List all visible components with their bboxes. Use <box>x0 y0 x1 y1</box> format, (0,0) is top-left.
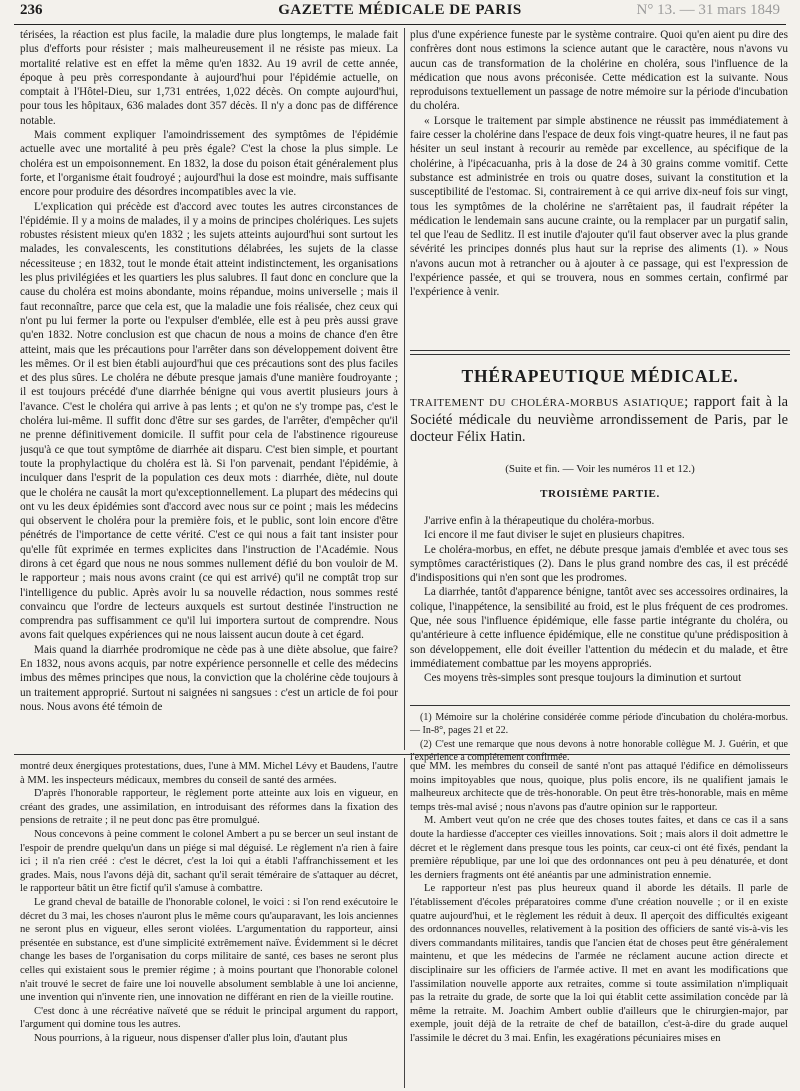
therapeutique-body <box>410 514 788 700</box>
paragraph: M. Ambert veut qu'on ne crée que des choses toutes faites, et dans ce cas il a sans doute la hardiesse d'accepter ces vieilles innovations. Soit ; mais alors il doit admettre le décret et le règlement dans presque tous les points, car ceux-ci ont été fixés, pendant la première république, par une loi que des ordonnances ont peu à peu dénaturée, et dont les derniers fragments ont été anéantis par une administration ennemie. <box>410 815 788 881</box>
journal-title: GAZETTE MÉDICALE DE PARIS <box>278 2 522 18</box>
header-rule <box>14 24 786 25</box>
footnotes <box>410 712 788 766</box>
footnote-rule <box>410 705 790 706</box>
part-heading: TROISIÈME PARTIE. <box>540 488 660 500</box>
paragraph: Mais comment expliquer l'amoindrissement des symptômes de l'épidémie actuelle avec une mortalité à peu près égale? C'est la chose la plus simple. Le choléra est un empoisonnement. En 1832, la dose du poison était généralement plus forte, et l'organisme était foudroyé ; aujourd'hui la dose est moindre, mais suffisante encore pour produire des désordres incompatibles avec la vie. <box>20 129 398 199</box>
article-lead: TRAITEMENT DU CHOLÉRA-MORBUS ASIATIQUE <box>410 397 685 409</box>
section-rule <box>410 354 790 355</box>
left-column-bottom <box>20 760 398 1085</box>
paragraph: Le choléra-morbus, en effet, ne débute presque jamais d'emblée et avec tous ses symptômes caractéristiques (2). Dans le plus grand nombre des cas, il est précédé d'indispositions qui n'en sont que les prodromes. <box>410 543 788 585</box>
article-title <box>410 394 788 445</box>
page-number: 236 <box>20 2 43 18</box>
right-column-top <box>410 28 788 346</box>
footnote: (1) Mémoire sur la cholérine considérée comme période d'incubation du choléra-morbus. — In-8°, pages 21 et 22. <box>410 712 788 736</box>
paragraph: J'arrive enfin à la thérapeutique du choléra-morbus. <box>424 515 655 527</box>
paragraph: « Lorsque le traitement par simple abstinence ne réussit pas immédiatement à faire cesser la cholérine dans l'espace de deux fois vingt-quatre heures, il ne faut pas hésiter un seul instant à recourir au remède par excellence, au spécifique de la cholérine, à l'ipécacuanha, pris à la dose de 24 à 30 grains comme vomitif. Cette substance est administrée en trois ou quatre doses, suivant la constitution et la susceptibilité de l'estomac. Si, contrairement à ce qui arrive dix-neuf fois sur vingt, tous les symptômes de la cholérine ne s'arrêtaient pas, il faudrait répéter la médication le lendemain sans aucune crainte, ou la remplacer par un purgatif salin, tel que l'eau de Sedlitz. Il est inutile d'ajouter qu'il faut observer avec la plus grande sévérité les principes donnés plus haut sur la reprise des aliments (1). » Nous n'avons aucun mot à retrancher ou à ajouter à ce passage, qui est l'expression de l'expérience passée, et qui se trouvera, nous en sommes certain, confirmé par l'expérience à venir. <box>410 114 788 299</box>
paragraph: Ces moyens très-simples sont presque toujours la diminution et surtout <box>424 672 742 685</box>
column-divider <box>404 28 405 750</box>
continuation-note: (Suite et fin. — Voir les numéros 11 et 12.) <box>505 463 695 475</box>
paragraph: que MM. les membres du conseil de santé n'ont pas attaqué l'édifice en démolisseurs moins impitoyables que nous, quoique, plus polis encore, ils ne qualifient jamais le malheureux architecte que de très-honorable. On peut être très-honorable, mais en même temps très-mal avisé ; nous n'avons pas d'autre opinion sur le rapporteur. <box>410 761 788 813</box>
paragraph: térisées, la réaction est plus facile, la maladie dure plus longtemps, le malade fait plus d'efforts pour résister ; mais malheureusement il ne résiste pas mieux. La mortalité relative est en effet la même qu'en 1832. Au 19 avril de cette année, époque à peu près correspondante à aujourd'hui pour l'épidémie actuelle, on comptait à l'Hôtel-Dieu, sur 1,731 entrées, 1,022 décès. On compte aujourd'hui, pour tous les hôpitaux, 636 malades dont 357 décès. Il n'y a donc pas de différence notable. <box>20 29 398 127</box>
section-title: THÉRAPEUTIQUE MÉDICALE. <box>461 366 739 386</box>
paragraph: Mais quand la diarrhée prodromique ne cède pas à une diète absolue, que faire? En 1832, nous avons acquis, par notre expérience personnelle et celle des médecins imbus des mêmes principes que nous, la conviction que la cholérine cède toujours à un traitement approprié. Surtout ni saignées ni sangsues : c'est un article de foi pour nous. Nous avons été témoin de <box>20 643 398 713</box>
paragraph: D'après l'honorable rapporteur, le règlement porte atteinte aux lois en vigueur, en créant des grades, une assimilation, en introduisant des réformes dans la fixation des pensions de retraite ; il ne peut donc pas être promulgué. <box>20 788 398 827</box>
paragraph: Nous pourrions, à la rigueur, nous dispenser d'aller plus loin, d'autant plus <box>34 1032 348 1044</box>
paragraph: Ici encore il me faut diviser le sujet en plusieurs chapitres. <box>424 529 685 542</box>
section-rule <box>410 350 790 351</box>
paragraph: Le rapporteur n'est pas plus heureux quand il aborde les détails. Il parle de l'établissement d'écoles préparatoires comme d'une création nouvelle ; or il en existe quatre aujourd'hui, et le règlement les réduit à deux. Il aperçoit des difficultés exigeant des ordonnances nouvelles, relativement à la position des officiers de santé vis-à-vis les divers commandants militaires, tandis que l'ancien état de choses peut être généralement maintenu, et que les médecins de l'armée ne réclament aucune action directe et disciplinaire sur les officiers de l'armée active. Il met en avant les modifications que l'assimilation nouvelle apporte aux retraites, comme si toute assimilation n'impliquait pas la retraite du grade, de sorte que la loi qui établit cette assimilation concède par là même la retraite. M. Joachim Ambert oublie d'ailleurs que le chirurgien-major, par exemple, jouit déjà de la retraite de chef de bataillon, c'est-à-dire du grade auquel l'assimile le décret du 3 mai. Enfin, les exagérations pécuniaires mises en <box>410 883 788 1044</box>
issue-reference: N° 13. — 31 mars 1849 <box>636 2 780 18</box>
paragraph: Nous concevons à peine comment le colonel Ambert a pu se bercer un seul instant de l'espoir de prendre quelqu'un dans un piége si mal déguisé. Le règlement n'a rien à faire ici ; il n'a rien créé : c'est le décret, c'est la loi qui a établi l'affranchissement et les grades. Mais, nous l'avons déjà dit, sachant qu'il serait téméraire de s'attaquer au décret, le rapporteur bâtit un être fictif qu'il s'amuse à combattre. <box>20 828 398 895</box>
article-title-text: ; rapport fait à la Société médicale du neuvième arrondissement de Paris, par le docteur <box>410 394 788 445</box>
page-header <box>14 0 786 24</box>
paragraph: Le grand cheval de bataille de l'honorable colonel, le voici : si l'on rend exécutoire le décret du 3 mai, les choses n'auront plus le même cours qu'auparavant, les lois anciennes ne seront plus en vigueur, elles seront violées. L'argumentation du rapporteur, ainsi présentée en substance, est d'une simplicité extrêmement naïve. Évidemment si le décret change les bases de l'organisation du corps militaire de santé, ces bases ne seront plus celles qui existaient sous le premier régime ; à moins pourtant que l'honorable colonel n'ait trouvé le secret de faire une loi nouvelle absolument semblable à une loi ancienne, une invention qui n'invente rien, une innovation ne différant en rien de la vieille routine. <box>20 896 398 1004</box>
column-divider <box>404 758 405 1088</box>
paragraph: montré deux énergiques protestations, dues, l'une à MM. Michel Lévy et Baudens, l'autre à MM. les inspecteurs médicaux, membres du conseil de santé des armées. <box>20 761 398 786</box>
left-column-top <box>20 28 398 748</box>
page-divider-rule <box>14 754 790 755</box>
paragraph: L'explication qui précède est d'accord avec toutes les autres circonstances de l'épidémie. Il y a moins de malades, il y a moins de principes cholériques. Les sujets robustes résistent mieux qu'en 1832 ; les sujets atteints aujourd'hui sont surtout les malades, les convalescents, les constitutions délabrées, les sujets de la classe nécessiteuse ; en 1832, tout le monde était atteint indistinctement, les organisations les plus privilégiées et les quartiers les plus salubres. Il faut donc en conclure que la cause du choléra est moins abondante, moins répandue, moins universelle ; mais il faut reconnaître, parce que cela est, que la maladie une fois réalisée, chez ceux qui n'ont pu lui fermer la porte ou l'expulser d'emblée, elle est à peu près aussi grave qu'en 1832. Notre conclusion est que chacun de nous a moins de chance d'en être atteint, mais que les précautions pour l'arrêter dans son développement doivent être les mêmes. Or il est bien établi aujourd'hui que ces précautions sont des plus faciles et des plus sûres. Le choléra ne débute presque jamais d'une manière foudroyante ; il est toujours précédé d'une diarrhée bénigne qui vous avertit plusieurs jours à l'avance. C'est le choléra qui arrive à pas lents ; et qu'on ne s'y trompe pas, c'est le choléra lui-même. Il suffit donc d'être sur ses gardes, de l'arrêter, d'empêcher qu'il ne prenne définitivement domicile. Il suffit pour cela de l'abstinence rigoureuse jusqu'à ce que tout symptôme de diarrhée ait disparu. C'est bien simple, et pourtant toute la prophylactique du choléra est là. Si l'on parvenait, pendant l'épidémie, à inculquer dans l'esprit de la population ces deux mots : diarrhée, diète, nul doute que le choléra ne causât la mort qu'exceptionnellement. La plupart des médecins qui ont vu les deux épidémies sont d'accord avec nous sur ce point ; mais les médecins qui observent le choléra pour la première fois, et le public, sont loin encore d'être pénétrés de l'importance de cette vérité. C'est ce qui nous a fait tant insister pour qu'elle fût exprimée en termes explicites dans l'instruction de l'Académie. Nous dirons à cet égard que nous ne nous sommes nullement défié du bon vouloir de M. le rapporteur ; mais nous avons craint (ce qui est arrivé) qu'il ne comptât trop sur l'intelligence du public. Après avoir lu sa nouvelle rédaction, nous sommes resté convaincu que l'ordre de lecteurs auxquels est surtout destinée l'instruction ne comprendra pas suffisamment ce qu'il lui importera surtout de comprendre. Nous avons fait quelques expériences qui ne nous laissent aucun doute à cet égard. <box>20 200 398 642</box>
article-author: Félix Hatin. <box>456 428 526 445</box>
paragraph: La diarrhée, tantôt d'apparence bénigne, tantôt avec ses accessoires ordinaires, la colique, l'inappétence, la sensibilité au froid, est le plus fréquent de ces prodromes. Que, née sous l'influence épidémique, elle fasse partie intégrante du choléra, ou qu'antérieure à cette influence épidémique, elle ne constitue qu'une prédisposition à son développement, elle doit éveiller l'attention du médecin et du malade, et être immédiatement combattue par les moyens appropriés. <box>410 586 788 670</box>
right-column-bottom <box>410 760 788 1085</box>
paragraph: C'est donc à une récréative naïveté que se réduit le principal argument du rapport, l'argument qui domine tous les autres. <box>20 1005 398 1031</box>
paragraph: plus d'une expérience funeste par le système contraire. Quoi qu'en aient pu dire des confrères dont nous estimons la science autant que le caractère, nous n'avons vu aucun cas de transformation de la cholérine en choléra, sous l'influence de la médication que nous avons préconisée. Cette médication est la suivante. Nous reproduisons textuellement un passage de notre mémoire sur la période d'incubation du choléra. <box>410 29 788 113</box>
footnote: (2) C'est une remarque que nous devons à notre honorable collègue M. J. Guérin, et que l'expérience a complétement confirmée. <box>410 739 788 763</box>
